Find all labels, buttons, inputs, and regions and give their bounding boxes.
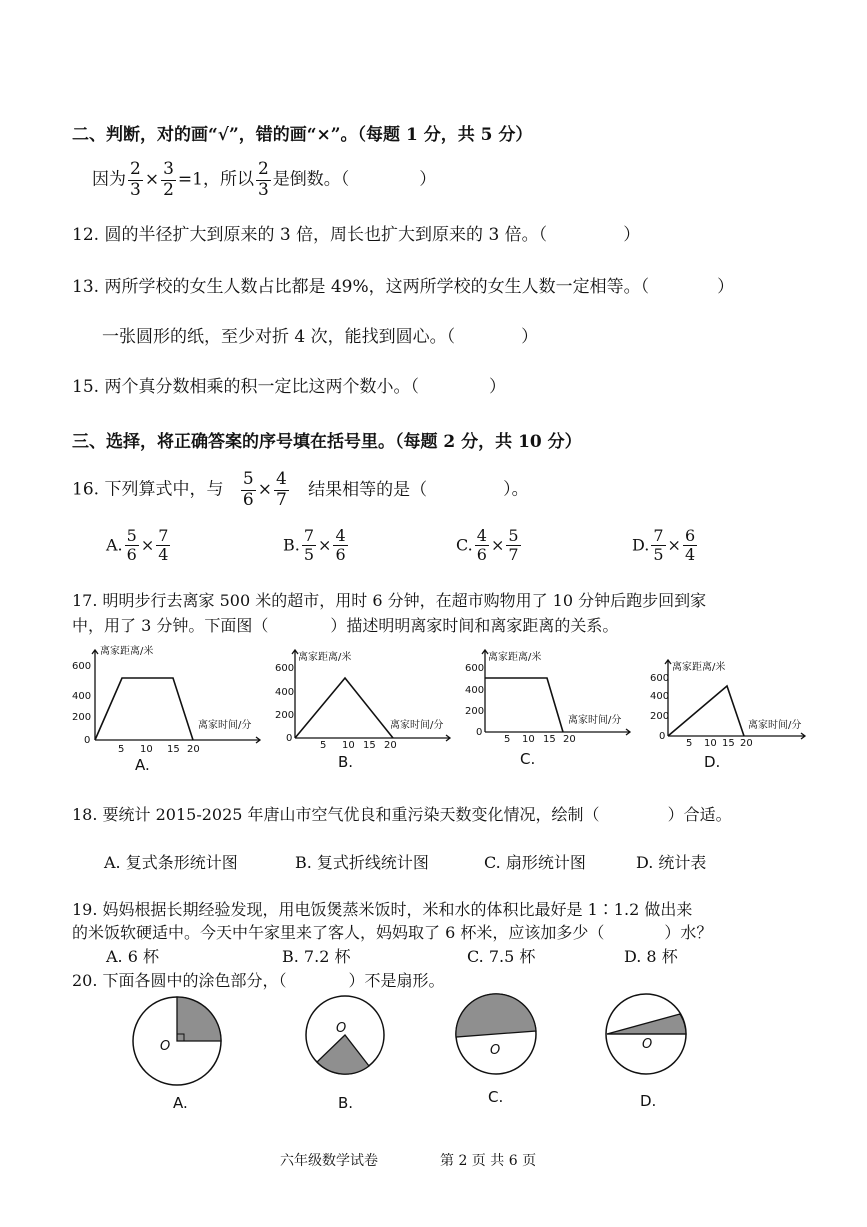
svg-text:600: 600 xyxy=(275,663,295,674)
q16-option-a: A. $\frac{5}{6}$ × $\frac{7}{4}$ xyxy=(106,526,169,565)
graph-a-labels xyxy=(72,644,251,774)
paren-close: ） xyxy=(419,169,437,190)
svg-text:400: 400 xyxy=(465,685,485,696)
q11-mid: =1，所以 xyxy=(177,169,254,190)
svg-text:O: O xyxy=(336,1021,347,1036)
svg-text:15: 15 xyxy=(543,734,556,745)
q19-option-b: B. 7.2 杯 xyxy=(282,947,351,966)
svg-text:15: 15 xyxy=(167,744,180,755)
svg-text:离家时间/分: 离家时间/分 xyxy=(390,720,444,731)
svg-text:10: 10 xyxy=(704,738,717,749)
svg-text:20: 20 xyxy=(187,744,200,755)
svg-text:20: 20 xyxy=(563,734,576,745)
graph-a-xlabel: 离家时间/分 xyxy=(198,720,252,731)
graph-c-caption: C. xyxy=(520,750,536,768)
svg-text:10: 10 xyxy=(342,740,355,751)
question-19-line1: 19. 妈妈根据长期经验发现，用电饭煲蒸米饭时，米和水的体积比最好是 1∶1.2 做出来 xyxy=(72,900,693,919)
question-11 xyxy=(92,160,436,200)
q11-pre: 因为 xyxy=(92,169,126,190)
q18-option-a: A. 复式条形统计图 xyxy=(104,853,238,872)
graph-d-labels xyxy=(650,660,801,771)
svg-text:离家距离/米: 离家距离/米 xyxy=(298,652,352,663)
svg-text:400: 400 xyxy=(650,691,670,702)
question-17-line2: 中，用了 3 分钟。下面图（ ）描述明明离家时间和离家距离的关系。 xyxy=(72,616,619,635)
svg-text:15: 15 xyxy=(722,738,735,749)
q18-option-c: C. 扇形统计图 xyxy=(484,853,586,872)
svg-text:600: 600 xyxy=(72,661,92,672)
svg-text:5: 5 xyxy=(320,740,327,751)
svg-text:O: O xyxy=(642,1037,653,1052)
fraction: $\frac{2}{3}$ xyxy=(130,159,141,200)
section-2-heading: 二、判断，对的画“√”，错的画“×”。（每题 1 分，共 5 分） xyxy=(72,125,533,145)
q18-option-d: D. 统计表 xyxy=(636,853,707,872)
question-14: 一张圆形的纸，至少对折 4 次，能找到圆心。（ ） xyxy=(102,327,539,347)
circle-c-caption: C. xyxy=(488,1088,504,1106)
question-16: 16. 下列算式中，与 $\frac{5}{6}$ × $\frac{4}{7}$ 结果相等的是（ ）。 xyxy=(72,469,529,510)
question-18: 18. 要统计 2015-2025 年唐山市空气优良和重污染天数变化情况，绘制（ ）合适。 xyxy=(72,805,732,824)
svg-text:20: 20 xyxy=(740,738,753,749)
svg-text:10: 10 xyxy=(522,734,535,745)
svg-text:200: 200 xyxy=(465,706,485,717)
svg-text:0: 0 xyxy=(84,735,91,746)
svg-text:200: 200 xyxy=(275,710,295,721)
svg-text:离家距离/米: 离家距离/米 xyxy=(672,662,726,673)
circle-d-caption: D. xyxy=(640,1092,657,1110)
q17-graphs xyxy=(60,640,840,780)
footer-page-number: 第 2 页 共 6 页 xyxy=(440,1153,537,1169)
svg-text:200: 200 xyxy=(650,711,670,722)
q20-circles xyxy=(110,990,720,1115)
graph-b-labels xyxy=(275,650,443,771)
q11-post: 是倒数。（ xyxy=(272,169,350,190)
svg-text:0: 0 xyxy=(286,733,293,744)
graph-c-labels xyxy=(465,650,621,768)
q16-option-d: D. $\frac{7}{5}$ × $\frac{6}{4}$ xyxy=(632,526,696,565)
circle-a xyxy=(133,997,221,1112)
svg-text:200: 200 xyxy=(72,712,92,723)
svg-text:5: 5 xyxy=(504,734,511,745)
svg-text:O: O xyxy=(490,1043,501,1058)
question-17-line1: 17. 明明步行去离家 500 米的超市，用时 6 分钟，在超市购物用了 10 分钟后跑步回到家 xyxy=(72,591,707,610)
svg-text:5: 5 xyxy=(118,744,125,755)
q16-option-c: C. $\frac{4}{6}$ × $\frac{5}{7}$ xyxy=(456,526,519,565)
svg-text:离家时间/分: 离家时间/分 xyxy=(748,720,802,731)
graph-a-ylabel: 离家距离/米 xyxy=(100,646,154,657)
fraction: $\frac{3}{2}$ xyxy=(163,159,174,200)
graph-a-caption: A. xyxy=(135,756,150,774)
question-12: 12. 圆的半径扩大到原来的 3 倍，周长也扩大到原来的 3 倍。（ ） xyxy=(72,225,641,245)
svg-text:0: 0 xyxy=(476,727,483,738)
svg-text:400: 400 xyxy=(275,687,295,698)
circle-a-caption: A. xyxy=(173,1094,188,1112)
circle-b xyxy=(306,996,384,1112)
svg-text:400: 400 xyxy=(72,691,92,702)
question-13: 13. 两所学校的女生人数占比都是 49%，这两所学校的女生人数一定相等。（ ） xyxy=(72,277,735,297)
svg-text:10: 10 xyxy=(140,744,153,755)
circle-d xyxy=(606,994,686,1110)
graph-d-caption: D. xyxy=(704,753,721,771)
svg-text:600: 600 xyxy=(465,663,485,674)
fraction: $\frac{2}{3}$ xyxy=(257,159,269,200)
q19-option-c: C. 7.5 杯 xyxy=(467,947,536,966)
question-15: 15. 两个真分数相乘的积一定比这两个数小。（ ） xyxy=(72,377,506,397)
svg-text:600: 600 xyxy=(650,673,670,684)
footer-subject: 六年级数学试卷 xyxy=(280,1153,378,1169)
q18-option-b: B. 复式折线统计图 xyxy=(295,853,429,872)
circle-b-caption: B. xyxy=(338,1094,354,1112)
question-19-line2: 的米饭软硬适中。今天中午家里来了客人，妈妈取了 6 杯米，应该加多少（ ）水？ xyxy=(72,923,713,942)
question-20: 20. 下面各圆中的涂色部分，（ ）不是扇形。 xyxy=(72,971,445,990)
svg-text:离家时间/分: 离家时间/分 xyxy=(568,715,622,726)
circle-c xyxy=(456,994,536,1106)
svg-text:15: 15 xyxy=(363,740,376,751)
svg-text:20: 20 xyxy=(384,740,397,751)
section-3-heading: 三、选择，将正确答案的序号填在括号里。（每题 2 分，共 10 分） xyxy=(72,432,582,452)
svg-text:O: O xyxy=(160,1039,171,1054)
svg-text:离家距离/米: 离家距离/米 xyxy=(488,652,542,663)
svg-text:5: 5 xyxy=(686,738,693,749)
graph-b-caption: B. xyxy=(338,753,354,771)
q19-option-d: D. 8 杯 xyxy=(624,947,678,966)
svg-text:0: 0 xyxy=(659,731,666,742)
times-sign: × xyxy=(144,169,160,190)
q16-option-b: B. $\frac{7}{5}$ × $\frac{4}{6}$ xyxy=(283,526,346,565)
q19-option-a: A. 6 杯 xyxy=(106,947,159,966)
